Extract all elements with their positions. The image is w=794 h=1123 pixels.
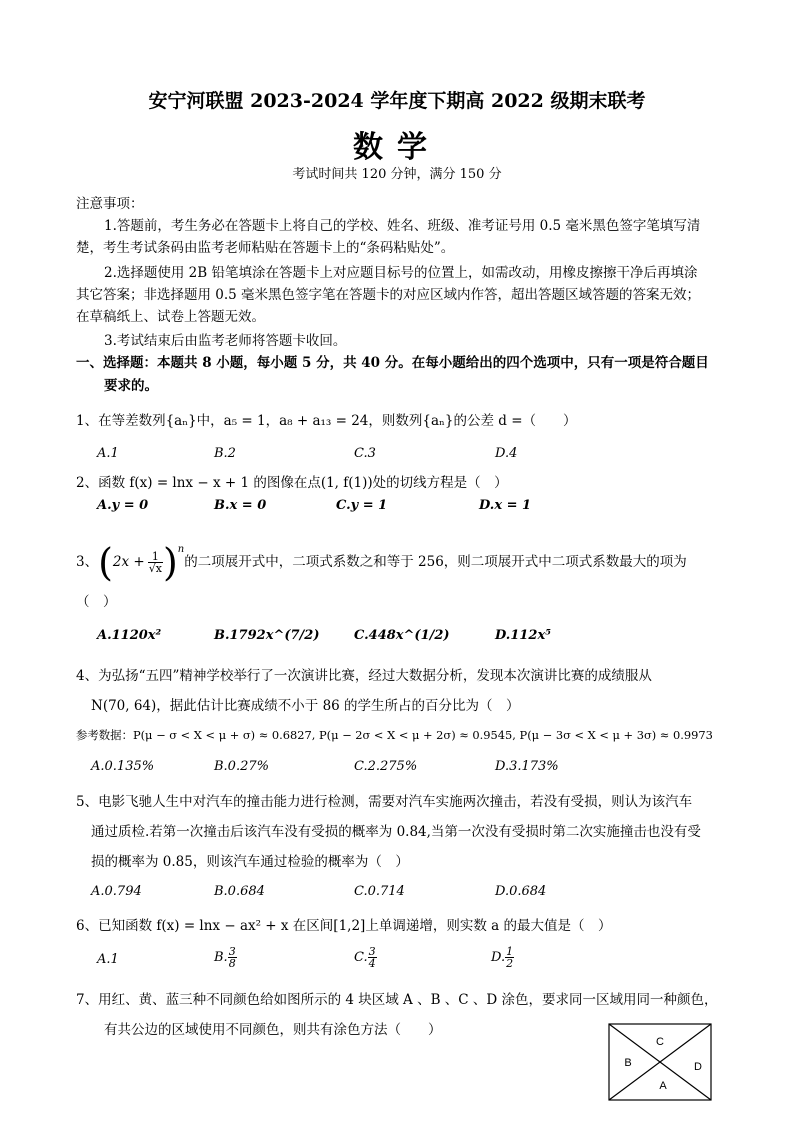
question-7-line-1: 7、用红、黄、蓝三种不同颜色给如图所示的 4 块区域 A 、B 、C 、D 涂色，要求同一区域用同一种颜色， xyxy=(76,992,718,1008)
question-5-line-1: 5、电影飞驰人生中对汽车的撞击能力进行检测，需要对汽车实施两次撞击，若没有受损，则认为该汽车 xyxy=(76,794,693,810)
exam-title: 安宁河联盟 2023-2024 学年度下期高 2022 级期末联考 xyxy=(148,90,646,112)
q4-option-b: B.0.27% xyxy=(214,759,269,774)
q6-option-b-num: 3 xyxy=(228,945,236,958)
q1-option-a: A.1 xyxy=(97,446,119,461)
region-label-d: D xyxy=(694,1061,702,1073)
q6-option-d-den: 2 xyxy=(506,957,514,970)
q3-left-paren: ( xyxy=(98,540,113,585)
q6-option-b-fraction xyxy=(228,946,237,969)
note-2-line-2: 其它答案；非选择题用 0.5 毫米黑色签字笔在答题卡的对应区域内作答，超出答题区域答题的答案无效； xyxy=(76,287,701,303)
q4-option-d: D.3.173% xyxy=(495,759,559,774)
q6-option-d xyxy=(491,946,514,969)
section-1-heading-cont: 要求的。 xyxy=(104,378,158,394)
q6-option-a: A.1 xyxy=(97,952,119,967)
q3-fraction-num: 1 xyxy=(148,551,163,563)
q5-option-c: C.0.714 xyxy=(354,884,405,899)
question-4-stem-line-1: 4、为弘扬“五四”精神学校举行了一次演讲比赛，经过大数据分析，发现本次演讲比赛的成绩服从 xyxy=(76,668,652,684)
q3-stem-rest: 的二项展开式中，二项式系数之和等于 256，则二项展开式中二项式系数最大的项为 xyxy=(184,554,687,570)
q3-option-c: C.448x^(1/2) xyxy=(354,628,450,643)
note-2-line-3: 在草稿纸上、试卷上答题无效。 xyxy=(76,309,265,325)
q3-right-paren: ) xyxy=(162,540,178,585)
q1-option-c: C.3 xyxy=(354,446,376,461)
q3-expr: 2x + xyxy=(112,554,145,570)
question-2-stem: 2、函数 f(x) = lnx − x + 1 的图像在点(1, f(1))处的切线方程是（ ） xyxy=(76,475,508,491)
q5-option-d: D.0.684 xyxy=(495,884,547,899)
q6-option-c xyxy=(354,946,377,969)
q3-option-d: D.112x⁵ xyxy=(495,628,551,643)
q3-fraction xyxy=(148,551,163,574)
question-7-line-2: 有共公边的区域使用不同颜色，则共有涂色方法（ ） xyxy=(104,1022,442,1038)
q2-option-b: B.x = 0 xyxy=(214,498,267,513)
q2-option-c: C.y = 1 xyxy=(336,498,388,513)
question-5-line-2: 通过质检.若第一次撞击后该汽车没有受损的概率为 0.84,当第一次没有受损时第二次实施撞击也没有受 xyxy=(91,824,701,840)
q4-option-c: C.2.275% xyxy=(354,759,418,774)
q1-option-b: B.2 xyxy=(214,446,236,461)
q6-option-d-prefix: D. xyxy=(491,950,506,965)
question-1-stem: 1、在等差数列{aₙ}中，a₅ = 1，a₈ + a₁₃ = 24，则数列{aₙ}的公差 d =（ ） xyxy=(76,413,577,429)
q3-option-b: B.1792x^(7/2) xyxy=(214,628,320,643)
question-3-stem xyxy=(76,530,687,585)
note-1-line-2: 楚，考生考试条码由监考老师粘贴在答题卡上的“条码粘贴处”。 xyxy=(76,240,455,256)
q6-option-d-fraction xyxy=(505,946,514,969)
question-4-reference: 参考数据：P(μ − σ < X < μ + σ) ≈ 0.6827, P(μ − 2σ < X < μ + 2σ) ≈ 0.9545, P(μ − 3σ < X < μ + 3σ) ≈ 0.9973 xyxy=(76,728,713,742)
q6-option-d-num: 1 xyxy=(506,945,514,958)
region-label-a: A xyxy=(659,1080,667,1092)
q3-power: n xyxy=(177,544,185,555)
q5-option-b: B.0.684 xyxy=(214,884,265,899)
region-label-c: C xyxy=(656,1036,664,1048)
q3-answer-paren: （ ） xyxy=(76,594,117,610)
q6-option-c-fraction xyxy=(368,946,377,969)
section-1-heading: 一、选择题：本题共 8 小题，每小题 5 分，共 40 分。在每小题给出的四个选项中，只有一项是符合题目 xyxy=(76,355,709,371)
q6-option-b xyxy=(214,946,237,969)
subject-title: 数学 xyxy=(353,130,441,165)
notes-heading: 注意事项： xyxy=(76,196,144,212)
question-6-stem: 6、已知函数 f(x) = lnx − ax² + x 在区间[1,2]上单调递增，则实数 a 的最大值是（ ） xyxy=(76,918,612,934)
q2-option-a: A.y = 0 xyxy=(97,498,149,513)
q6-option-b-den: 8 xyxy=(228,957,236,970)
note-1-line-1: 1.答题前，考生务必在答题卡上将自己的学校、姓名、班级、准考证号用 0.5 毫米黑色签字笔填写清 xyxy=(104,218,701,234)
q5-option-a: A.0.794 xyxy=(91,884,142,899)
q6-option-c-den: 4 xyxy=(368,957,376,970)
q1-option-d: D.4 xyxy=(495,446,518,461)
q3-option-a: A.1120x² xyxy=(97,628,162,643)
q6-option-c-num: 3 xyxy=(368,945,376,958)
note-2-line-1: 2.选择题使用 2B 铅笔填涂在答题卡上对应题目标号的位置上，如需改动，用橡皮擦擦干净后再填涂 xyxy=(104,265,698,281)
question-4-stem-line-2: N(70, 64)，据此估计比赛成绩不小于 86 的学生所占的百分比为（ ） xyxy=(91,698,520,714)
note-3: 3.考试结束后由监考老师将答题卡收回。 xyxy=(104,333,347,349)
region-label-b: B xyxy=(624,1057,632,1069)
q2-option-d: D.x = 1 xyxy=(479,498,532,513)
question-5-line-3: 损的概率为 0.85，则该汽车通过检验的概率为（ ） xyxy=(91,854,409,870)
q3-fraction-den: √x xyxy=(148,562,162,575)
q3-number: 3、 xyxy=(76,554,99,570)
q4-option-a: A.0.135% xyxy=(91,759,155,774)
q6-option-c-prefix: C. xyxy=(354,950,368,965)
q7-region-diagram xyxy=(608,1023,712,1101)
q6-option-b-prefix: B. xyxy=(214,950,228,965)
exam-info: 考试时间共 120 分钟，满分 150 分 xyxy=(292,167,502,182)
